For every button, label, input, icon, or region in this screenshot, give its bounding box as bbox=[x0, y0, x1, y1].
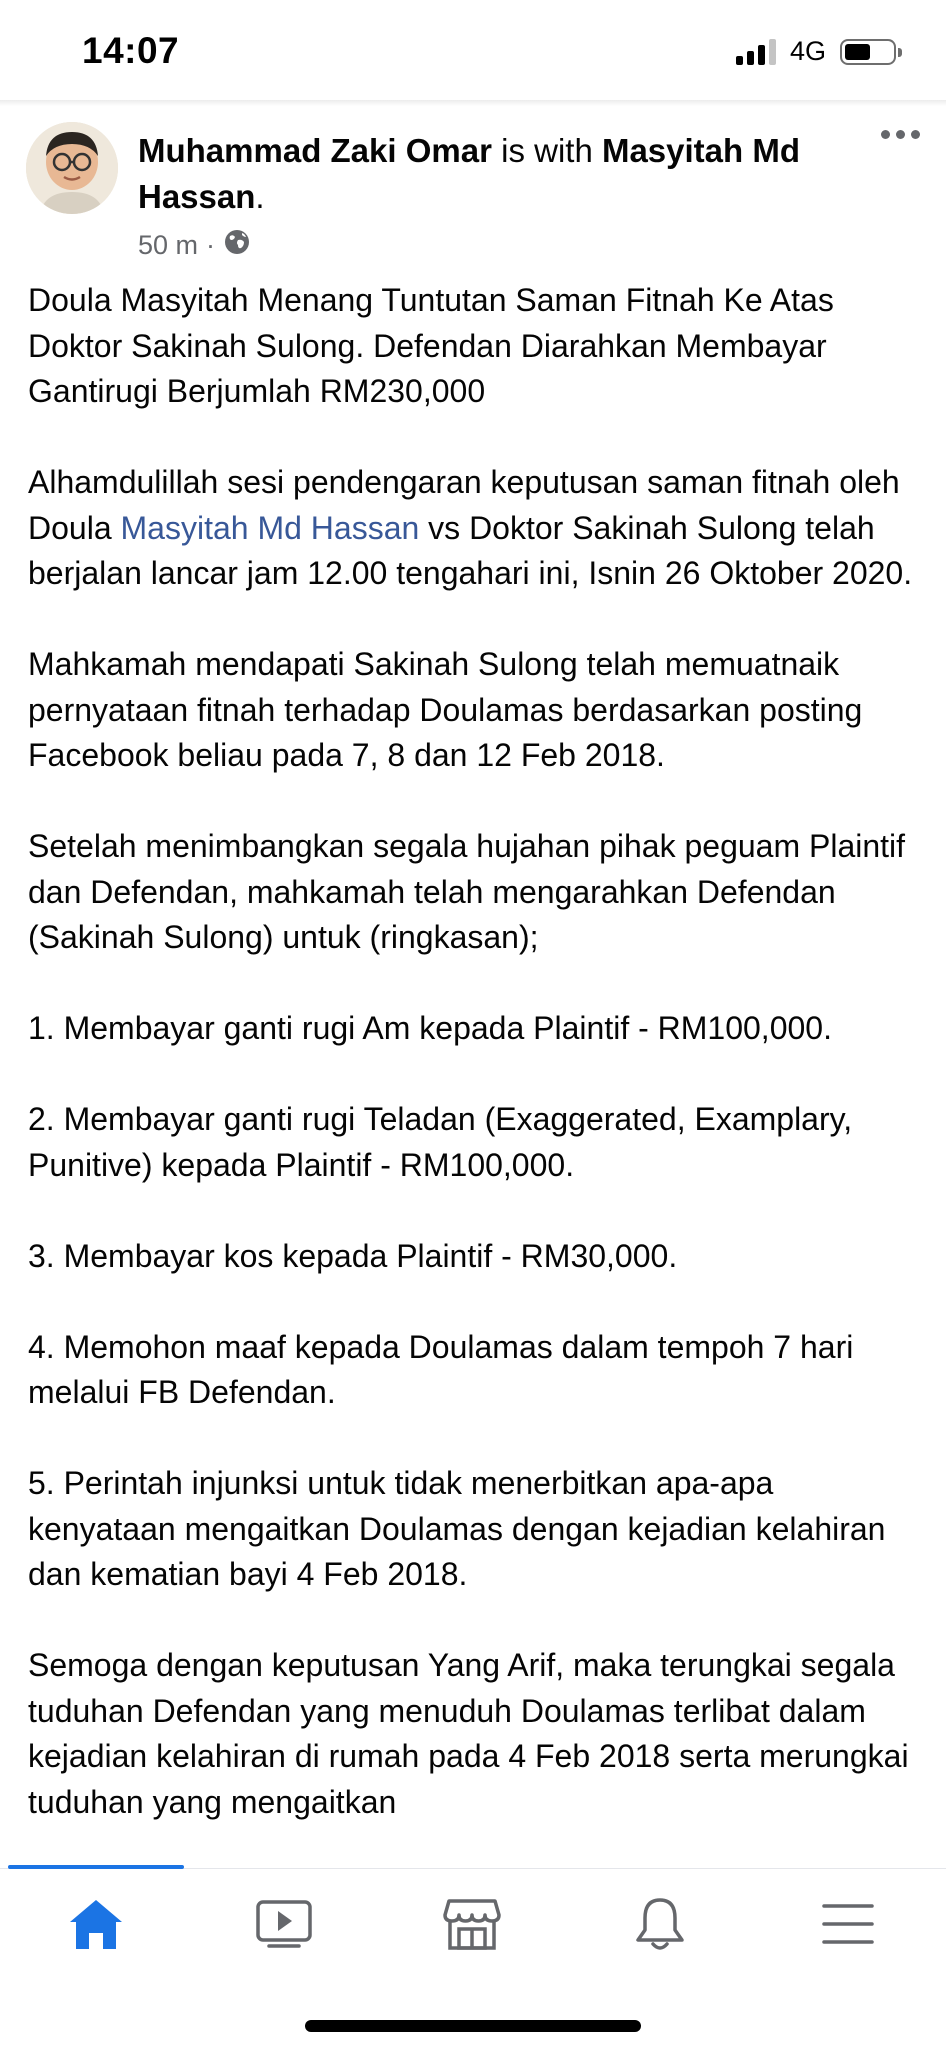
status-indicators bbox=[736, 36, 896, 67]
notifications-icon[interactable] bbox=[620, 1889, 700, 1959]
author-name[interactable]: Muhammad Zaki Omar bbox=[138, 132, 492, 169]
meta-separator: · bbox=[206, 230, 216, 260]
post-meta bbox=[138, 228, 251, 263]
post-list-item: 4. Memohon maaf kepada Doulamas dalam tempoh 7 hari melalui FB Defendan. bbox=[28, 1328, 854, 1410]
with-text: is with bbox=[491, 132, 602, 169]
post-paragraph: Semoga dengan keputusan Yang Arif, maka terungkai segala tuduhan Defendan yang menuduh Doulamas terlibat dalam kejadian kelahiran di rumah pada 4 Feb 2018 serta merungkai tuduhan yang mengaitkan bbox=[28, 1647, 909, 1820]
battery-icon bbox=[840, 39, 896, 65]
home-indicator[interactable] bbox=[305, 2020, 641, 2032]
post-list-item: 5. Perintah injunksi untuk tidak menerbitkan apa-apa kenyataan mengaitkan Doulamas dengan kejadian kelahiran dan kematian bayi 4 Feb 2018. bbox=[28, 1465, 886, 1592]
more-options-icon[interactable] bbox=[881, 130, 920, 139]
tagged-person[interactable]: Masyitah Md Hassan bbox=[138, 132, 801, 215]
home-icon[interactable] bbox=[56, 1889, 136, 1959]
post-paragraph: Mahkamah mendapati Sakinah Sulong telah memuatnaik pernyataan fitnah terhadap Doulamas berdasarkan posting Facebook beliau pada 7, 8 dan 12 Feb 2018. bbox=[28, 646, 863, 773]
signal-strength-icon bbox=[736, 39, 776, 65]
author-avatar[interactable] bbox=[26, 122, 118, 214]
post-paragraph: Doula Masyitah Menang Tuntutan Saman Fitnah Ke Atas Doktor Sakinah Sulong. Defendan Diarahkan Membayar Gantirugi Berjumlah RM230,000 bbox=[28, 282, 834, 409]
post-body bbox=[28, 278, 928, 1871]
menu-icon[interactable] bbox=[808, 1889, 888, 1959]
post-time[interactable]: 50 m bbox=[138, 230, 199, 260]
header-divider bbox=[0, 100, 946, 106]
post-list-item: 1. Membayar ganti rugi Am kepada Plaintif - RM100,000. bbox=[28, 1010, 832, 1046]
status-bar bbox=[0, 0, 946, 100]
marketplace-icon[interactable] bbox=[432, 1889, 512, 1959]
post-header bbox=[138, 128, 858, 220]
active-tab-indicator bbox=[8, 1865, 184, 1869]
post-paragraph: Alhamdulillah sesi pendengaran keputusan saman fitnah oleh Doula Masyitah Md Hassan vs Doktor Sakinah Sulong telah berjalan lancar jam 12.00 tengahari ini, Isnin 26 Oktober 2020. bbox=[28, 464, 913, 591]
network-type: 4G bbox=[789, 36, 826, 66]
video-icon[interactable] bbox=[244, 1889, 324, 1959]
status-time: 14:07 bbox=[82, 30, 180, 71]
globe-icon[interactable] bbox=[223, 228, 251, 263]
post-paragraph: Setelah menimbangkan segala hujahan pihak peguam Plaintif dan Defendan, mahkamah telah mengarahkan Defendan (Sakinah Sulong) untuk (ringkasan); bbox=[28, 828, 906, 955]
tagged-link[interactable]: Masyitah Md Hassan bbox=[120, 509, 420, 546]
post-list-item: 3. Membayar kos kepada Plaintif - RM30,000. bbox=[28, 1237, 678, 1274]
tagged-suffix: . bbox=[255, 178, 265, 215]
post-list-item: 2. Membayar ganti rugi Teladan (Exaggerated, Examplary, Punitive) kepada Plaintif - RM100,000. bbox=[28, 1101, 853, 1183]
